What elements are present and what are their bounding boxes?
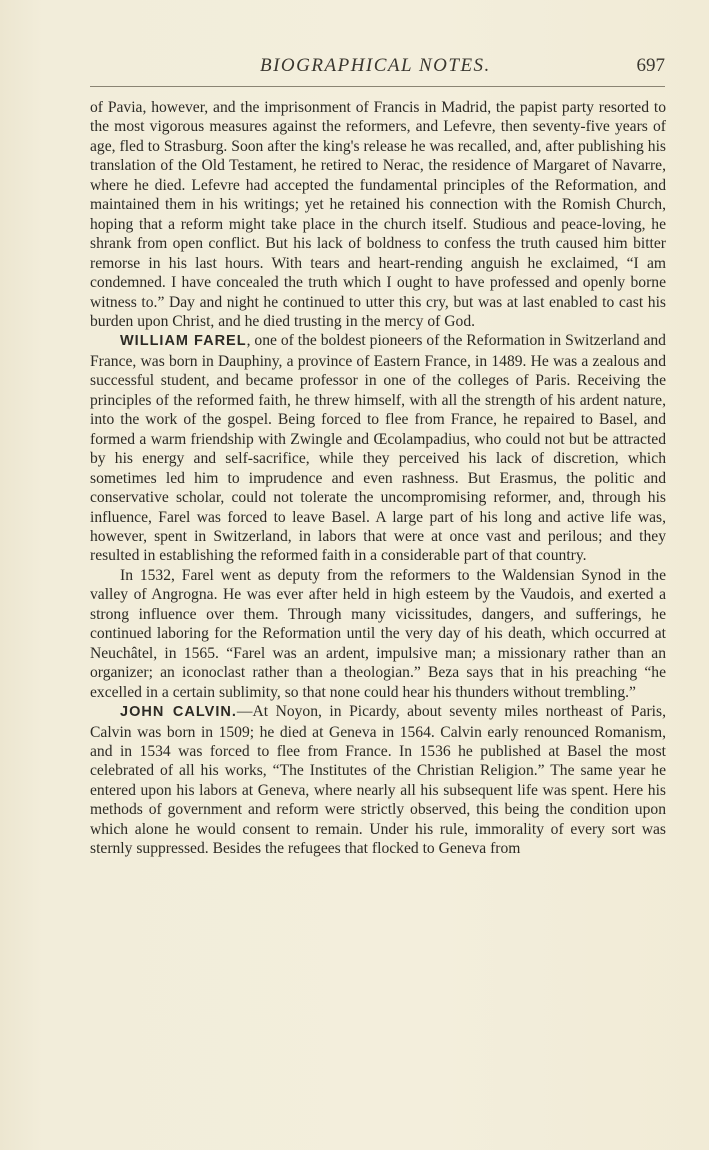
header-divider [90, 86, 665, 87]
paragraph-william-farel [90, 331, 666, 565]
paragraph-john-calvin [90, 702, 666, 859]
page-number: 697 [636, 55, 665, 76]
bio-heading: WILLIAM FAREL [120, 333, 247, 350]
bio-heading: JOHN CALVIN. [120, 704, 237, 721]
body-text [90, 98, 666, 859]
paragraph-text: , one of the boldest pioneers of the Reformation in Switzerland and France, was born in Dauphiny, a province of Eastern France, in 1489. He was a zealous and successful student, and became professor in one of the colleges of Paris. Receiving the principles of the reformed faith, he threw himself, with all the strength of his ardent nature, into the work of the gospel. Being forced to flee from France, he repaired to Basel, and formed a warm friendship with Zwingle and Œcolampadius, who could not but be attracted by his energy and self-sacrifice, while they perceived his lack of discretion, which sometimes led him to imprudence and even rashness. But Erasmus, the politic and conservative scholar, could not tolerate the uncompromising reformer, and, through his influence, Farel was forced to leave Basel. A large part of his long and active life was, however, spent in Switzerland, in labors that were at once vast and perilous; and they resulted in establishing the reformed faith in a considerable part of that country. [90, 332, 666, 565]
paragraph-text: of Pavia, however, and the imprisonment of Francis in Madrid, the papist party resorted to the most vigorous measures against the reformers, and Lefevre, then seventy-five years of age, fled to Strasburg. Soon after the king's release he was recalled, and, after publishing his translation of the Old Testament, he retired to Nerac, the residence of Margaret of Navarre, where he died. Lefevre had accepted the fundamental principles of the Reformation, and maintained them in his writings; yet he retained his connection with the Romish Church, hoping that a reform might take place in the church itself. Studious and peace-loving, he shrank from open conflict. But his lack of boldness to confess the truth caused him bitter remorse in his last hours. With tears and heart-rending anguish he exclaimed, “I am condemned. I have concealed the truth which I ought to have professed and openly borne witness to.” Day and night he continued to utter this cry, but was at last enabled to cast his burden upon Christ, and he died trusting in the mercy of God. [90, 99, 666, 330]
paragraph-lefevre-continued [90, 98, 666, 331]
running-title: BIOGRAPHICAL NOTES. [260, 55, 491, 76]
paragraph-farel-synod [90, 566, 666, 702]
paragraph-text: In 1532, Farel went as deputy from the reformers to the Waldensian Synod in the valley of Angrogna. He was ever after held in high esteem by the Vaudois, and exerted a strong influence over them. Through many vicissitudes, dangers, and sufferings, he continued laboring for the Reformation until the very day of his death, which occurred at Neuchâtel, in 1565. “Farel was an ardent, impulsive man; a missionary rather than an organizer; an iconoclast rather than a theologian.” Beza says that in his preaching “he excelled in a certain sublimity, so that none could hear his thunders without trembling.” [90, 566, 666, 701]
page-header [90, 55, 665, 85]
paragraph-text: —At Noyon, in Picardy, about seventy miles northeast of Paris, Calvin was born in 1509; he died at Geneva in 1564. Calvin early renounced Romanism, and in 1534 was forced to flee from France. In 1536 he published at Basel the most celebrated of all his works, “The Institutes of the Christian Religion.” The same year he entered upon his labors at Geneva, where nearly all his subsequent life was spent. Here his methods of government and reform were strictly observed, this being the condition upon which alone he would consent to remain. Under his rule, immorality of every sort was sternly suppressed. Besides the refugees that flocked to Geneva from [90, 703, 666, 858]
